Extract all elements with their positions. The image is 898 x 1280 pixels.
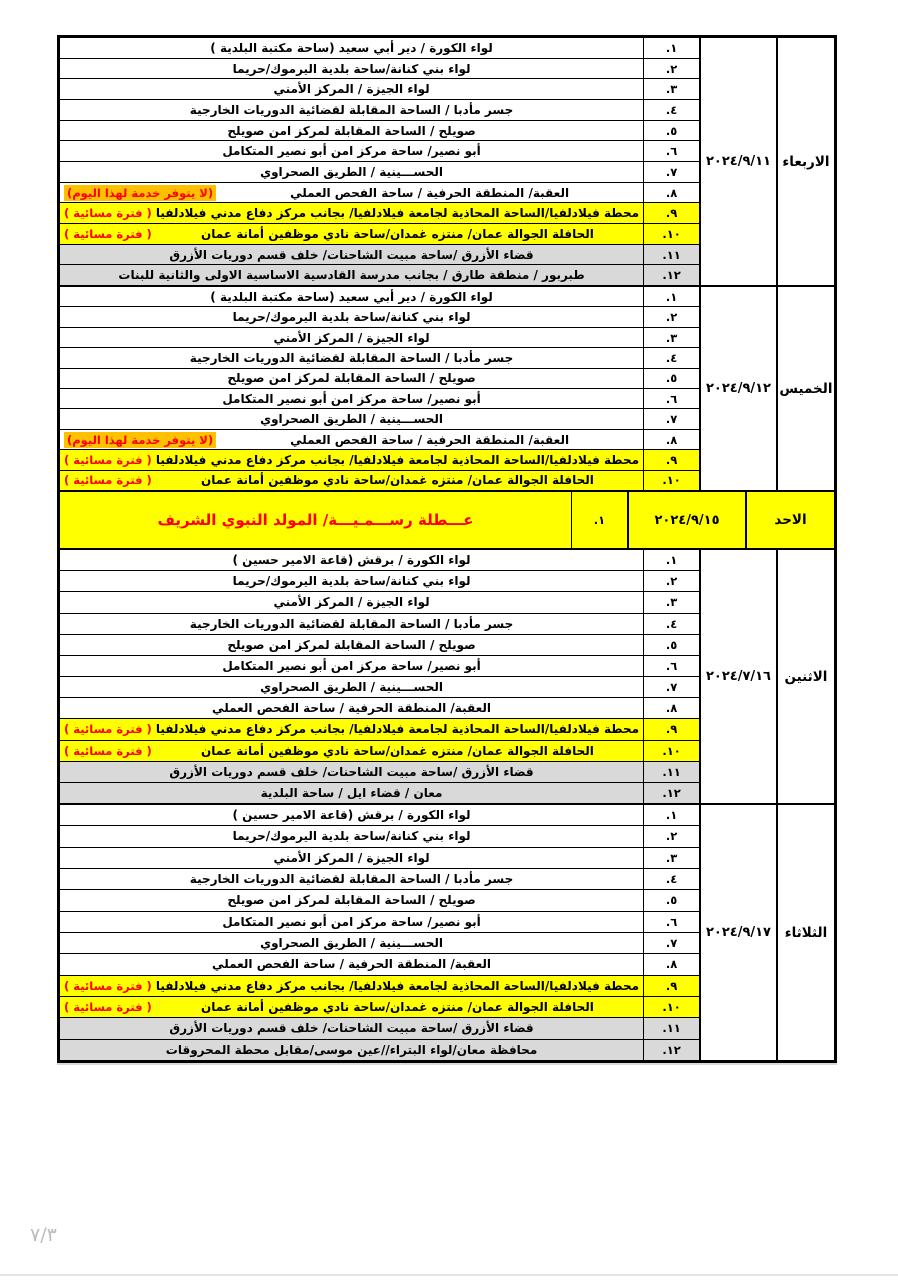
- table-row: [60, 368, 699, 388]
- location-text: لواء الجيزة / المركز الأمني: [273, 82, 430, 97]
- day-block: [60, 38, 834, 285]
- location-text: لواء بني كنانة/ساحة بلدية اليرموك/حريما: [232, 61, 471, 76]
- location-text: العقبة/ المنطقة الحرفية / ساحة الفحص العملي: [290, 432, 570, 447]
- location-cell: [60, 389, 643, 408]
- location-cell: [60, 741, 643, 761]
- location-cell: [60, 719, 643, 739]
- location-text: العقبة/ المنطقة الحرفية / ساحة الفحص العملي: [212, 957, 491, 972]
- location-text: الحســـينية / الطريق الصحراوي: [260, 164, 443, 179]
- evening-period-note: ( فترة مسائية ): [64, 1000, 152, 1015]
- location-text: لواء الكورة / برقش (قاعة الامير حسين ): [232, 808, 471, 823]
- location-cell: [60, 954, 643, 974]
- location-cell: [60, 121, 643, 141]
- day-cell: الاثنين: [776, 550, 834, 803]
- rows-column: [60, 38, 699, 285]
- row-number-cell: .٣: [643, 592, 699, 612]
- location-cell: [60, 100, 643, 120]
- location-text: لواء بني كنانة/ساحة بلدية اليرموك/حريما: [232, 310, 471, 325]
- evening-period-note: ( فترة مسائية ): [64, 473, 152, 488]
- location-cell: [60, 492, 571, 548]
- location-text: أبو نصير/ ساحة مركز امن أبو نصير المتكامل: [222, 391, 481, 406]
- row-number-cell: .١٢: [643, 783, 699, 803]
- location-cell: [60, 59, 643, 79]
- table-row: [60, 761, 699, 782]
- location-cell: [60, 762, 643, 782]
- row-number-cell: .٤: [643, 348, 699, 367]
- location-text: قضاء الأزرق /ساحة مبيت الشاحنات/ خلف قسم دوريات الأزرق: [169, 1021, 534, 1036]
- row-number-cell: .٦: [643, 656, 699, 676]
- day-block: [60, 548, 834, 803]
- date-cell: ٢٠٢٤/٩/١١: [699, 38, 776, 285]
- row-number-cell: .١: [643, 287, 699, 306]
- row-number-cell: .١١: [643, 245, 699, 265]
- location-cell: [60, 805, 643, 825]
- location-cell: [60, 698, 643, 718]
- table-row: [60, 889, 699, 910]
- location-cell: [60, 307, 643, 326]
- location-text: لواء بني كنانة/ساحة بلدية اليرموك/حريما: [232, 574, 471, 589]
- location-text: محطة فيلادلفيا/الساحة المحاذية لجامعة فيلادلفيا/ بجانب مركز دفاع مدني فيلادلفيا: [155, 978, 640, 993]
- location-cell: [60, 1040, 643, 1060]
- location-text: الحســـينية / الطريق الصحراوي: [260, 936, 443, 951]
- table-row: [60, 911, 699, 932]
- row-number-cell: .٨: [643, 430, 699, 449]
- row-number-cell: .٤: [643, 869, 699, 889]
- row-number-cell: .٣: [643, 328, 699, 347]
- location-cell: [60, 38, 643, 58]
- row-number-cell: .٨: [643, 954, 699, 974]
- row-number-cell: .١١: [643, 1018, 699, 1038]
- rows-column: [60, 805, 699, 1060]
- row-number-cell: .٤: [643, 614, 699, 634]
- no-service-note: (لا يتوفر خدمة لهذا اليوم): [64, 432, 216, 448]
- location-cell: [60, 592, 643, 612]
- row-number-cell: .١٠: [643, 741, 699, 761]
- location-cell: [60, 656, 643, 676]
- table-row: [60, 306, 699, 326]
- table-row: [60, 550, 699, 570]
- evening-period-note: ( فترة مسائية ): [64, 226, 152, 241]
- day-block: [60, 285, 834, 490]
- row-number-cell: .٧: [643, 162, 699, 182]
- day-cell: الثلاثاء: [776, 805, 834, 1060]
- location-text: لواء الجيزة / المركز الأمني: [273, 595, 430, 610]
- row-number-cell: .١٢: [643, 1040, 699, 1060]
- location-cell: [60, 369, 643, 388]
- table-row: [60, 327, 699, 347]
- holiday-title: عـــطلة رســـمـيـــة/ المولد النبوي الشريف: [157, 511, 474, 529]
- day-cell: الاربعاء: [776, 38, 834, 285]
- table-row: [60, 140, 699, 161]
- location-cell: [60, 571, 643, 591]
- table-row: [60, 182, 699, 203]
- table-row: [60, 202, 699, 223]
- row-number-cell: .١٠: [643, 471, 699, 490]
- location-text: الحســـينية / الطريق الصحراوي: [260, 680, 443, 695]
- location-text: قضاء الأزرق /ساحة مبيت الشاحنات/ خلف قسم دوريات الأزرق: [169, 247, 534, 262]
- location-text: لواء الكورة / برقش (قاعة الامير حسين ): [232, 553, 471, 568]
- row-number-cell: .٦: [643, 389, 699, 408]
- location-cell: [60, 997, 643, 1017]
- table-row: [60, 1039, 699, 1060]
- location-text: الحافلة الجوالة عمان/ منتزه غمدان/ساحة نادي موظفين أمانة عمان: [201, 473, 594, 488]
- day-cell: الخميس: [776, 287, 834, 490]
- location-cell: [60, 287, 643, 306]
- row-number-cell: .٥: [643, 121, 699, 141]
- location-cell: [60, 677, 643, 697]
- table-row: [60, 223, 699, 244]
- table-row: [60, 58, 699, 79]
- location-text: الحافلة الجوالة عمان/ منتزه غمدان/ساحة نادي موظفين أمانة عمان: [201, 1000, 594, 1015]
- evening-period-note: ( فترة مسائية ): [64, 743, 152, 758]
- table-row: [60, 264, 699, 285]
- table-row: [60, 932, 699, 953]
- location-cell: [60, 245, 643, 265]
- page-bottom-divider: [0, 1274, 898, 1276]
- table-row: [60, 953, 699, 974]
- table-row: [60, 868, 699, 889]
- table-row: [60, 287, 699, 306]
- row-number-cell: .٥: [643, 890, 699, 910]
- table-row: [60, 38, 699, 58]
- row-number-cell: .١٠: [643, 224, 699, 244]
- table-row: [60, 570, 699, 591]
- row-number-cell: .٩: [643, 203, 699, 223]
- location-text: جسر مأدبا / الساحة المقابلة لقضائية الدوريات الخارجية: [189, 872, 514, 887]
- location-cell: [60, 976, 643, 996]
- location-cell: [60, 848, 643, 868]
- location-cell: [60, 328, 643, 347]
- location-text: الحافلة الجوالة عمان/ منتزه غمدان/ساحة نادي موظفين أمانة عمان: [201, 743, 594, 758]
- row-number-cell: .٧: [643, 933, 699, 953]
- row-number-cell: .١: [643, 38, 699, 58]
- row-number-cell: .٩: [643, 719, 699, 739]
- location-text: محطة فيلادلفيا/الساحة المحاذية لجامعة فيلادلفيا/ بجانب مركز دفاع مدني فيلادلفيا: [155, 722, 640, 737]
- row-number-cell: .٨: [643, 183, 699, 203]
- row-number-cell: .٩: [643, 450, 699, 469]
- table-row: [60, 120, 699, 141]
- location-text: محطة فيلادلفيا/الساحة المحاذية لجامعة فيلادلفيا/ بجانب مركز دفاع مدني فيلادلفيا: [155, 452, 640, 467]
- row-number-cell: .٥: [643, 635, 699, 655]
- location-cell: [60, 890, 643, 910]
- row-number-cell: .٢: [643, 307, 699, 326]
- location-cell: [60, 869, 643, 889]
- evening-period-note: ( فترة مسائية ): [64, 722, 152, 737]
- row-number-cell: .٨: [643, 698, 699, 718]
- date-cell: ٢٠٢٤/٧/١٦: [699, 550, 776, 803]
- row-number-cell: .٢: [643, 826, 699, 846]
- location-cell: [60, 826, 643, 846]
- date-cell: ٢٠٢٤/٩/١٥: [627, 492, 745, 548]
- table-row: [60, 740, 699, 761]
- table-row: [60, 1017, 699, 1038]
- row-number-cell: .٥: [643, 369, 699, 388]
- table-row: [60, 975, 699, 996]
- location-text: لواء الكورة / دير أبي سعيد (ساحة مكتبة البلدية ): [210, 40, 493, 55]
- rows-column: [60, 550, 699, 803]
- location-text: جسر مأدبا / الساحة المقابلة لقضائية الدوريات الخارجية: [189, 616, 514, 631]
- location-cell: [60, 348, 643, 367]
- table-row: [60, 388, 699, 408]
- table-row: [60, 429, 699, 449]
- table-row: [60, 718, 699, 739]
- row-number-cell: .٧: [643, 409, 699, 428]
- date-cell: ٢٠٢٤/٩/١٢: [699, 287, 776, 490]
- schedule-table: [57, 35, 837, 1063]
- location-text: صويلح / الساحة المقابلة لمركز امن صويلح: [227, 893, 476, 908]
- location-cell: [60, 162, 643, 182]
- location-text: العقبة/ المنطقة الحرفية / ساحة الفحص العملي: [212, 701, 491, 716]
- row-number-cell: .١: [643, 805, 699, 825]
- location-text: أبو نصير/ ساحة مركز امن أبو نصير المتكامل: [222, 658, 481, 673]
- location-cell: [60, 430, 643, 449]
- day-block: [60, 490, 834, 548]
- table-row: [60, 161, 699, 182]
- evening-period-note: ( فترة مسائية ): [64, 978, 152, 993]
- location-text: صويلح / الساحة المقابلة لمركز امن صويلح: [227, 123, 476, 138]
- table-row: [60, 634, 699, 655]
- row-number-cell: .٣: [643, 848, 699, 868]
- location-cell: [60, 79, 643, 99]
- location-cell: [60, 614, 643, 634]
- day-cell: الاحد: [745, 492, 834, 548]
- table-row: [60, 782, 699, 803]
- row-number-cell: .٦: [643, 141, 699, 161]
- table-row: [60, 408, 699, 428]
- location-text: صويلح / الساحة المقابلة لمركز امن صويلح: [227, 371, 476, 386]
- table-row: [60, 996, 699, 1017]
- date-cell: ٢٠٢٤/٩/١٧: [699, 805, 776, 1060]
- location-text: جسر مأدبا / الساحة المقابلة لقضائية الدوريات الخارجية: [189, 102, 514, 117]
- row-number-cell: .١٢: [643, 265, 699, 285]
- table-row: [60, 676, 699, 697]
- location-cell: [60, 783, 643, 803]
- row-number-cell: .٢: [643, 571, 699, 591]
- location-cell: [60, 450, 643, 469]
- table-row: [60, 470, 699, 490]
- location-cell: [60, 224, 643, 244]
- table-row: [60, 591, 699, 612]
- location-cell: [60, 550, 643, 570]
- row-number-cell: .١: [571, 492, 627, 548]
- location-text: لواء بني كنانة/ساحة بلدية اليرموك/حريما: [232, 829, 471, 844]
- day-block: [60, 803, 834, 1060]
- location-text: أبو نصير/ ساحة مركز امن أبو نصير المتكامل: [222, 914, 481, 929]
- page-number: ٧/٣: [30, 1224, 57, 1246]
- table-row: [60, 347, 699, 367]
- location-cell: [60, 183, 643, 203]
- location-text: قضاء الأزرق /ساحة مبيت الشاحنات/ خلف قسم دوريات الأزرق: [169, 764, 534, 779]
- location-text: لواء الكورة / دير أبي سعيد (ساحة مكتبة البلدية ): [210, 289, 493, 304]
- location-text: صويلح / الساحة المقابلة لمركز امن صويلح: [227, 637, 476, 652]
- no-service-note: (لا يتوفر خدمة لهذا اليوم): [64, 185, 216, 201]
- row-number-cell: .١٠: [643, 997, 699, 1017]
- table-row: [60, 492, 627, 548]
- location-cell: [60, 635, 643, 655]
- row-number-cell: .٤: [643, 100, 699, 120]
- row-number-cell: .٢: [643, 59, 699, 79]
- row-number-cell: .١١: [643, 762, 699, 782]
- location-cell: [60, 933, 643, 953]
- location-text: لواء الجيزة / المركز الأمني: [273, 330, 430, 345]
- row-number-cell: .٩: [643, 976, 699, 996]
- table-row: [60, 847, 699, 868]
- location-text: الحافلة الجوالة عمان/ منتزه غمدان/ساحة نادي موظفين أمانة عمان: [201, 226, 594, 241]
- evening-period-note: ( فترة مسائية ): [64, 206, 152, 221]
- table-row: [60, 697, 699, 718]
- table-row: [60, 613, 699, 634]
- table-row: [60, 805, 699, 825]
- location-text: طبربور / منطقة طارق / بجانب مدرسة القادسية الاساسية الاولى والثانية للبنات: [118, 268, 585, 283]
- table-row: [60, 449, 699, 469]
- location-cell: [60, 141, 643, 161]
- location-text: العقبة/ المنطقة الحرفية / ساحة الفحص العملي: [290, 185, 570, 200]
- row-number-cell: .٦: [643, 912, 699, 932]
- location-text: معان / قضاء ايل / ساحة البلدية: [260, 785, 443, 800]
- table-row: [60, 825, 699, 846]
- row-number-cell: .٧: [643, 677, 699, 697]
- location-text: لواء الجيزة / المركز الأمني: [273, 850, 430, 865]
- row-number-cell: .٣: [643, 79, 699, 99]
- location-cell: [60, 912, 643, 932]
- location-text: محافظة معان/لواء البتراء//عين موسى/مقابل محطة المحروقات: [165, 1042, 538, 1057]
- location-text: جسر مأدبا / الساحة المقابلة لقضائية الدوريات الخارجية: [189, 350, 514, 365]
- table-row: [60, 244, 699, 265]
- table-row: [60, 78, 699, 99]
- row-number-cell: .١: [643, 550, 699, 570]
- location-text: محطة فيلادلفيا/الساحة المحاذية لجامعة فيلادلفيا/ بجانب مركز دفاع مدني فيلادلفيا: [155, 206, 640, 221]
- location-cell: [60, 265, 643, 285]
- evening-period-note: ( فترة مسائية ): [64, 452, 152, 467]
- table-row: [60, 99, 699, 120]
- table-row: [60, 655, 699, 676]
- location-cell: [60, 1018, 643, 1038]
- location-text: الحســـينية / الطريق الصحراوي: [260, 412, 443, 427]
- location-text: أبو نصير/ ساحة مركز امن أبو نصير المتكامل: [222, 144, 481, 159]
- location-cell: [60, 409, 643, 428]
- rows-column: [60, 492, 627, 548]
- location-cell: [60, 471, 643, 490]
- rows-column: [60, 287, 699, 490]
- location-cell: [60, 203, 643, 223]
